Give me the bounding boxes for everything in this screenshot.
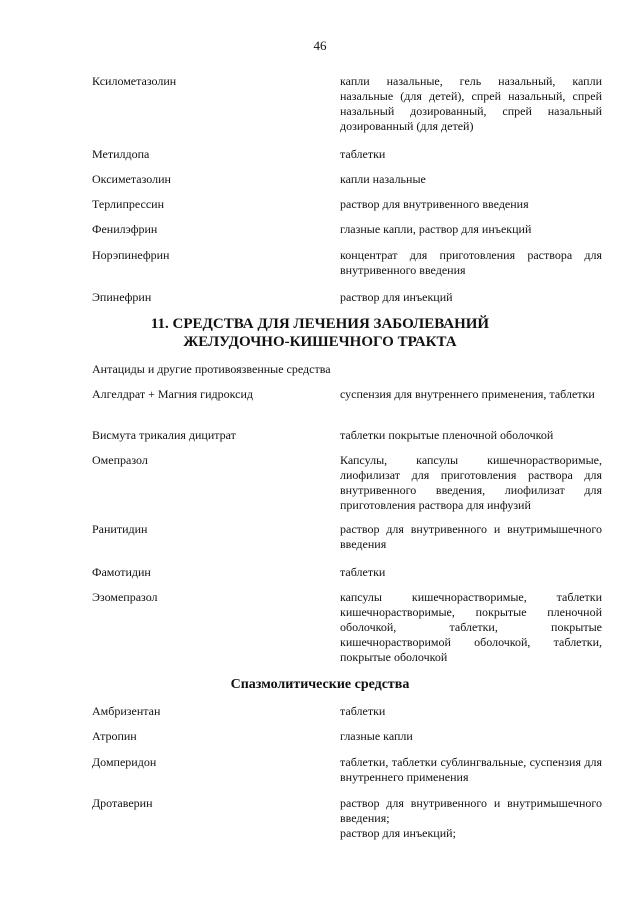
drug-form: раствор для внутривенного и внутримышечного введения;: [340, 796, 602, 825]
section-heading: ЖЕЛУДОЧНО-КИШЕЧНОГО ТРАКТА: [183, 334, 457, 350]
drug-name: Омепразол: [92, 453, 148, 467]
drug-name: Амбризентан: [92, 704, 161, 718]
drug-form: капсулы кишечнорастворимые, таблетки кишечнорастворимые, покрытые пленочной оболочкой, таблетки, покрытые кишечнорастворимой оболочкой, таблетки, покрытые оболочкой: [340, 590, 602, 664]
section-title: Спазмолитические средства: [230, 677, 410, 692]
drug-name: Ксилометазолин: [92, 74, 177, 88]
drug-name: Эзомепразол: [92, 590, 158, 604]
drug-name: Атропин: [92, 729, 137, 743]
drug-name: Дротаверин: [92, 796, 153, 810]
drug-form: Капсулы, капсулы кишечнорастворимые, лиофилизат для приготовления раствора для внутривенного введения, лиофилизат для приготовления раствора для инфузий: [340, 453, 602, 512]
drug-name: Домперидон: [92, 755, 157, 769]
drug-form: капли назальные: [340, 172, 426, 186]
drug-name: Эпинефрин: [92, 290, 152, 304]
drug-form-extra: раствор для инъекций;: [340, 826, 456, 840]
drug-form: раствор для внутривенного введения: [340, 197, 529, 211]
drug-name: Ранитидин: [92, 522, 148, 536]
drug-form: таблетки, таблетки сублингвальные, суспензия для внутреннего применения: [340, 755, 602, 784]
drug-form: таблетки покрытые пленочной оболочкой: [340, 428, 554, 442]
drug-name: Норэпинефрин: [92, 248, 170, 262]
drug-form: концентрат для приготовления раствора для внутривенного введения: [340, 248, 602, 277]
drug-name: Метилдопа: [92, 147, 150, 161]
drug-name: Терлипрессин: [92, 197, 164, 211]
drug-form-block: [340, 796, 602, 841]
page-number: 46: [313, 38, 327, 53]
drug-name: Фенилэфрин: [92, 222, 158, 236]
drug-name: Алгелдрат + Магния гидроксид: [92, 387, 253, 401]
drug-form: раствор для инъекций: [340, 290, 453, 304]
drug-form: суспензия для внутреннего применения, таблетки: [340, 387, 595, 401]
drug-form: глазные капли, раствор для инъекций: [340, 222, 532, 236]
drug-form: таблетки: [340, 147, 386, 161]
drug-form: раствор для внутривенного и внутримышечного введения: [340, 522, 602, 551]
drug-name: Фамотидин: [92, 565, 151, 579]
drug-form: таблетки: [340, 704, 386, 718]
drug-name: Висмута трикалия дицитрат: [92, 428, 236, 442]
section-heading: 11. СРЕДСТВА ДЛЯ ЛЕЧЕНИЯ ЗАБОЛЕВАНИЙ: [150, 316, 490, 332]
drug-form: глазные капли: [340, 729, 413, 743]
drug-form: капли назальные, гель назальный, капли назальные (для детей), спрей назальный, спрей назальный дозированный, спрей назальный дозированный (для детей): [340, 74, 602, 133]
section-subheading: Антациды и другие противоязвенные средства: [92, 362, 331, 376]
drug-form: таблетки: [340, 565, 386, 579]
drug-name: Оксиметазолин: [92, 172, 171, 186]
